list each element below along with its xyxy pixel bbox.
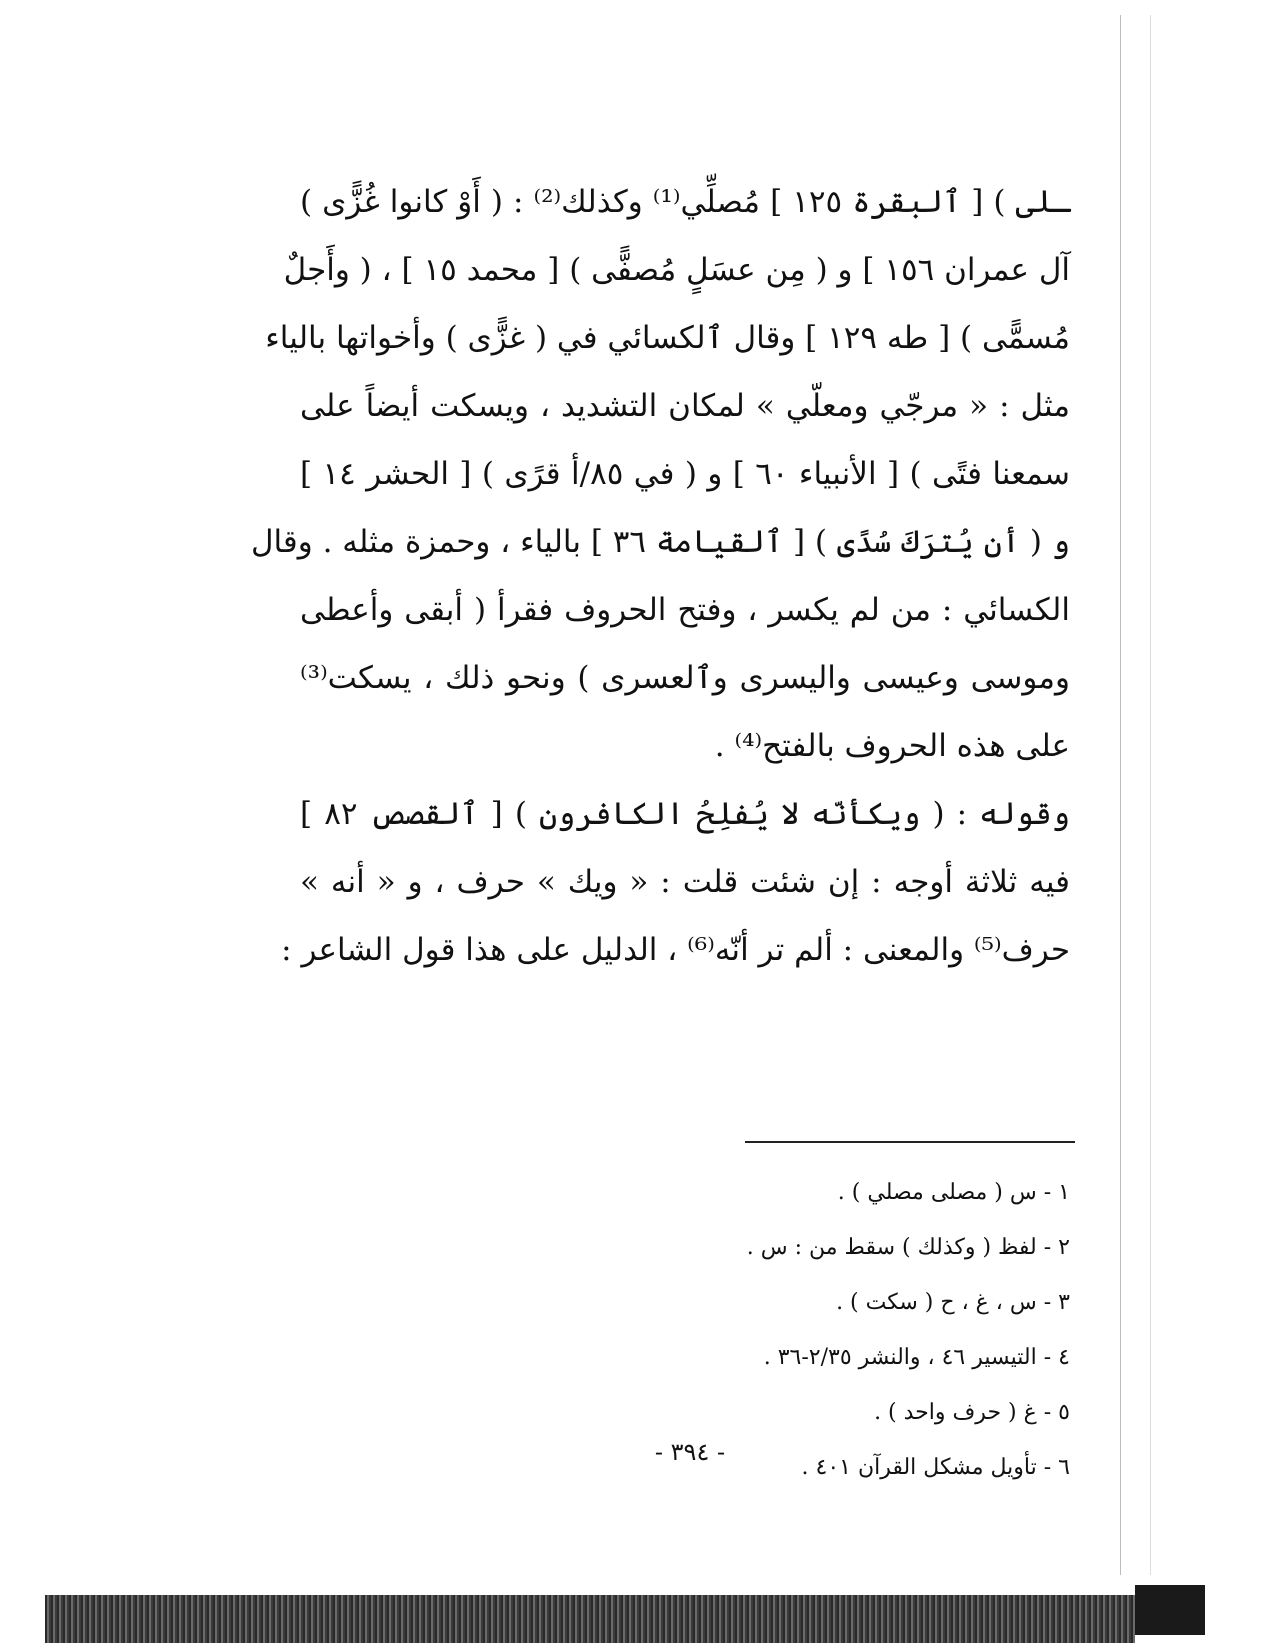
scan-edge-line bbox=[1150, 15, 1151, 1575]
text-line: وموسى وعيسى واليسرى وٱلعسرى ) ونحو ذلك ، يسكت⁽³⁾ bbox=[300, 660, 1070, 696]
footnote-separator bbox=[745, 1141, 1075, 1143]
text-line: آل عمران ١٥٦ ] و ( مِن عسَلٍ مُصفًّى ) [ محمد ١٥ ] ، ( وأَجلٌ bbox=[283, 252, 1070, 288]
text-line: مثل : « مرجّي ومعلّي » لمكان التشديد ، ويسكت أيضاً على bbox=[300, 388, 1070, 424]
text-line: سمعنا فتًى ) [ الأنبياء ٦٠ ] و ( في ٨٥/أ قرًى ) [ الحشر ١٤ ] bbox=[300, 456, 1071, 492]
text-line: ـلى ) [ ٱلبقرة ١٢٥ ] مُصلِّي⁽¹⁾ وكذلك⁽²⁾ : ( أَوْ كانوا غُزًّى ) bbox=[300, 184, 1070, 220]
text-line: على هذه الحروف بالفتح⁽⁴⁾ . bbox=[714, 728, 1070, 764]
text-line: مُسمًّى ) [ طه ١٢٩ ] وقال ٱلكسائي في ( غزًّى ) وأخواتها بالياء bbox=[265, 320, 1070, 356]
text-line: فيه ثلاثة أوجه : إن شئت قلت : « ويك » حرف ، و « أنه » bbox=[300, 864, 1070, 900]
text-line: الكسائي : من لم يكسر ، وفتح الحروف فقرأ ( أبقى وأعطى bbox=[300, 592, 1070, 628]
text-line: حرف⁽⁵⁾ والمعنى : ألم تر أنّه⁽⁶⁾ ، الدليل على هذا قول الشاعر : bbox=[281, 932, 1070, 968]
footnote: ١ - س ( مصلى مصلي ) . bbox=[837, 1180, 1070, 1205]
footnote: ٤ - التيسير ٤٦ ، والنشر ٢/٣٥-٣٦ . bbox=[763, 1345, 1070, 1370]
scan-edge-line bbox=[1120, 15, 1121, 1575]
footnote: ٥ - غ ( حرف واحد ) . bbox=[874, 1400, 1070, 1425]
scan-corner-block bbox=[1135, 1585, 1205, 1635]
scan-bottom-edge bbox=[45, 1595, 1135, 1643]
page-number: - ٣٩٤ - bbox=[654, 1438, 726, 1466]
footnote: ٦ - تأويل مشكل القرآن ٤٠١ . bbox=[801, 1455, 1070, 1480]
text-line: وقوله : ( ويكأنّه لا يُفلِحُ الكافرون ) [ ٱلقصص ٨٢ ] bbox=[300, 796, 1070, 832]
main-text bbox=[250, 168, 1071, 984]
text-line: و ( أن يُترَكَ سُدًى ) [ ٱلقيامة ٣٦ ] بالياء ، وحمزة مثله . وقال bbox=[250, 524, 1070, 560]
footnote: ٢ - لفظ ( وكذلك ) سقط من : س . bbox=[746, 1235, 1070, 1260]
footnote: ٣ - س ، غ ، ح ( سكت ) . bbox=[836, 1290, 1070, 1315]
